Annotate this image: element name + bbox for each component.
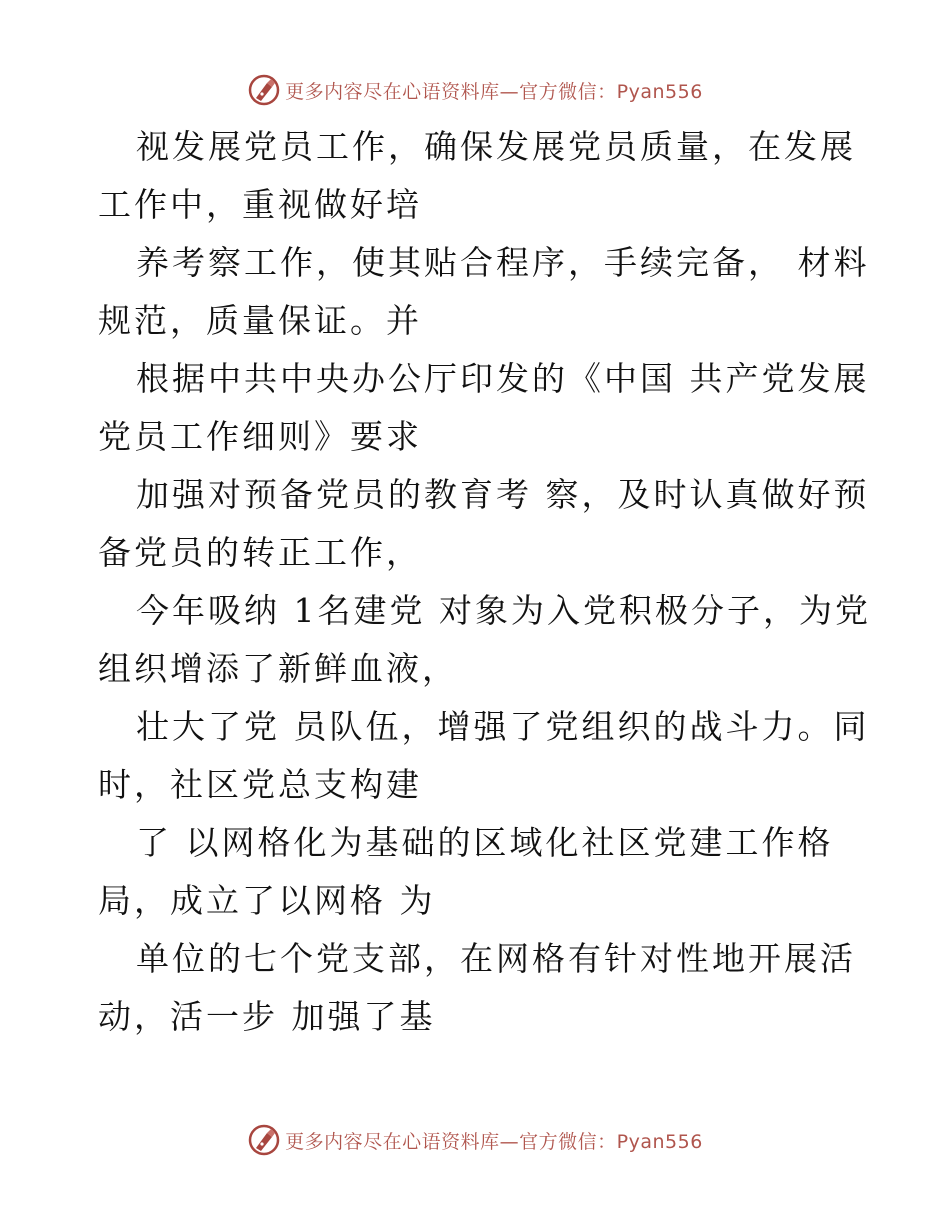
paragraph-line: 动，活一步 加强了基 — [98, 997, 436, 1036]
paragraph-line: 党员工作细则》要求 — [98, 417, 422, 456]
paragraph — [98, 350, 870, 466]
paragraph-line: 今年吸纳 1名建党 对象为入党积极分子，为党 — [136, 591, 871, 630]
pen-nib-logo-icon — [247, 1123, 281, 1157]
paragraph-line: 加强对预备党员的教育考 察，及时认真做好预 — [136, 475, 870, 514]
header-banner — [0, 70, 950, 110]
paragraph-line: 养考察工作，使其贴合程序，手续完备， 材料 — [136, 243, 870, 282]
paragraph-line: 单位的七个党支部，在网格有针对性地开展活 — [136, 939, 856, 978]
paragraph-line: 根据中共中央办公厅印发的《中国 共产党发展 — [136, 359, 870, 398]
footer-banner-text: 更多内容尽在心语资料库—官方微信：Pyan556 — [285, 1130, 703, 1153]
paragraph — [98, 698, 870, 814]
pen-nib-logo-icon — [247, 73, 281, 107]
document-body — [98, 118, 871, 1046]
paragraph — [98, 582, 871, 698]
header-banner-text: 更多内容尽在心语资料库—官方微信：Pyan556 — [285, 80, 703, 103]
paragraph — [98, 814, 858, 930]
paragraph-line: 局，成立了以网格 为 — [98, 881, 436, 920]
paragraph-line: 视发展党员工作，确保发展党员质量，在发展 — [136, 127, 856, 166]
paragraph — [98, 466, 870, 582]
paragraph — [98, 930, 858, 1046]
paragraph-line: 壮大了党 员队伍，增强了党组织的战斗力。同 — [136, 707, 870, 746]
paragraph-line: 了 以网格化为基础的区域化社区党建工作格 — [136, 823, 834, 862]
paragraph — [98, 118, 858, 234]
paragraph-line: 工作中，重视做好培 — [98, 185, 422, 224]
footer-banner — [0, 1120, 950, 1160]
paragraph-line: 时，社区党总支构建 — [98, 765, 422, 804]
paragraph-line: 组织增添了新鲜血液， — [98, 649, 458, 688]
paragraph-line: 备党员的转正工作， — [98, 533, 422, 572]
paragraph — [98, 234, 870, 350]
paragraph-line: 规范，质量保证。并 — [98, 301, 422, 340]
